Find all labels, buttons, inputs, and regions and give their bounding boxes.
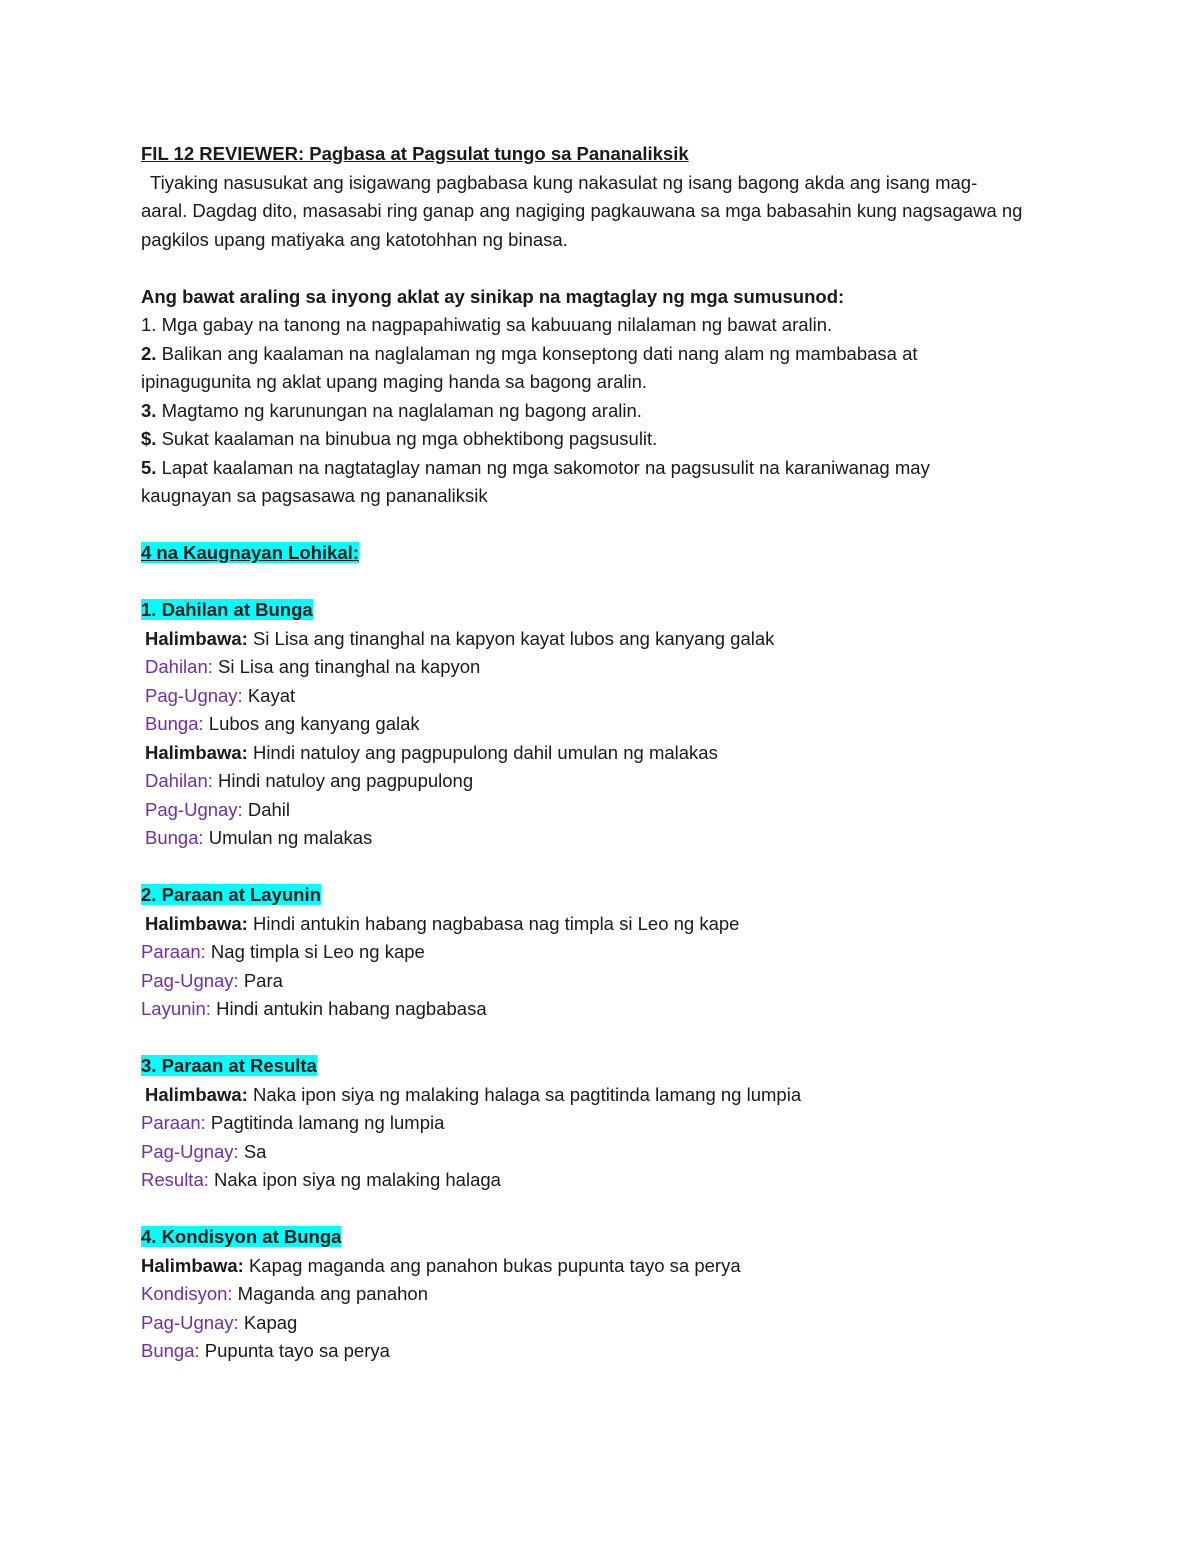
list-item [141, 311, 1071, 340]
part-label: Pag-Ugnay: [145, 684, 243, 706]
subsection-heading: 3. Paraan at Resulta [141, 1055, 317, 1076]
list-item [141, 340, 1071, 369]
part-label: Kondisyon: [141, 1283, 233, 1304]
part-label: Dahilan: [145, 770, 213, 791]
part-line [141, 1309, 1071, 1338]
section-heading: 4 na Kaugnayan Lohikal: [141, 542, 359, 563]
part-text: Si Lisa ang tinanghal na kapyon [212, 656, 481, 677]
part-line [141, 1337, 1071, 1366]
part-line [141, 995, 1071, 1024]
part-line [141, 710, 1071, 739]
part-text: Sa [238, 1140, 267, 1162]
list-item [141, 454, 1071, 483]
part-label: Layunin: [141, 998, 211, 1019]
part-text: Nag timpla si Leo ng kape [205, 941, 425, 962]
part-text: Dahil [242, 798, 291, 820]
list-number: 1. [141, 314, 157, 335]
intro-line: Tiyaking nasusukat ang isigawang pagbabasa kung nakasulat ng isang bagong akda ang isang mag- [150, 171, 978, 193]
list-number: 3. [141, 399, 157, 421]
part-line [141, 767, 1071, 796]
part-label: Bunga: [145, 713, 204, 734]
part-label: Paraan: [141, 941, 206, 962]
halimbawa-label: Halimbawa: [145, 741, 248, 763]
part-text: Hindi antukin habang nagbabasa [210, 998, 487, 1019]
example-line [141, 625, 1071, 654]
example-line [141, 739, 1071, 768]
list-text: Mga gabay na tanong na nagpapahiwatig sa kabuuang nilalaman ng bawat aralin. [156, 314, 833, 335]
intro-line: aaral. Dagdag dito, masasabi ring ganap ang nagiging pagkauwana sa mga babasahin kung nagsagawa ng [141, 200, 1023, 221]
document-content [141, 140, 1071, 1366]
halimbawa-label: Halimbawa: [141, 1254, 244, 1276]
list-text: Lapat kaalaman na nagtataglay naman ng mga sakomotor na pagsusulit na karaniwanag may [156, 456, 930, 478]
halimbawa-label: Halimbawa: [145, 1083, 248, 1105]
halimbawa-text: Hindi antukin habang nagbabasa nag timpla si Leo ng kape [247, 912, 740, 934]
part-text: Umulan ng malakas [203, 827, 373, 848]
part-label: Paraan: [141, 1112, 206, 1133]
part-line [141, 824, 1071, 853]
list-heading: Ang bawat araling sa inyong aklat ay sinikap na magtaglay ng mga sumusunod: [141, 285, 845, 307]
part-line [141, 1166, 1071, 1195]
part-label: Resulta: [141, 1169, 209, 1190]
list-text: Magtamo ng karunungan na naglalaman ng bagong aralin. [156, 399, 642, 421]
subsection-heading: 1. Dahilan at Bunga [141, 599, 313, 620]
halimbawa-text: Si Lisa ang tinanghal na kapyon kayat lubos ang kanyang galak [247, 627, 775, 649]
list-number: $. [141, 428, 157, 449]
list-text: Sukat kaalaman na binubua ng mga obhektibong pagsusulit. [156, 428, 658, 449]
part-line [141, 938, 1071, 967]
list-text: Balikan ang kaalaman na naglalaman ng mga konseptong dati nang alam ng mambabasa at [156, 342, 918, 364]
part-label: Pag-Ugnay: [141, 1311, 239, 1333]
list-number: 2. [141, 342, 157, 364]
part-text: Lubos ang kanyang galak [203, 713, 420, 734]
list-number: 5. [141, 456, 157, 478]
example-line [141, 1252, 1071, 1281]
list-item [141, 397, 1071, 426]
part-label: Pag-Ugnay: [141, 969, 239, 991]
subsection-heading: 4. Kondisyon at Bunga [141, 1226, 342, 1247]
part-line [141, 967, 1071, 996]
document-title: FIL 12 REVIEWER: Pagbasa at Pagsulat tungo sa Pananaliksik [141, 143, 689, 164]
part-line [141, 682, 1071, 711]
example-line [141, 910, 1071, 939]
part-label: Pag-Ugnay: [141, 1140, 239, 1162]
halimbawa-label: Halimbawa: [145, 627, 248, 649]
part-line [141, 1280, 1071, 1309]
part-line [141, 796, 1071, 825]
part-text: Pagtitinda lamang ng lumpia [205, 1112, 445, 1133]
part-line [141, 1138, 1071, 1167]
list-item-continuation: kaugnayan sa pagsasawa ng pananaliksik [141, 485, 488, 506]
list-item [141, 425, 1071, 454]
halimbawa-text: Kapag maganda ang panahon bukas pupunta tayo sa perya [243, 1254, 741, 1276]
part-line [141, 1109, 1071, 1138]
subsection-heading: 2. Paraan at Layunin [141, 884, 321, 905]
part-text: Kapag [238, 1311, 298, 1333]
halimbawa-label: Halimbawa: [145, 912, 248, 934]
part-text: Hindi natuloy ang pagpupulong [212, 770, 474, 791]
part-line [141, 653, 1071, 682]
part-text: Para [238, 969, 283, 991]
part-text: Pupunta tayo sa perya [199, 1340, 390, 1361]
part-label: Pag-Ugnay: [145, 798, 243, 820]
part-text: Maganda ang panahon [232, 1283, 428, 1304]
part-text: Naka ipon siya ng malaking halaga [208, 1169, 501, 1190]
part-label: Dahilan: [145, 656, 213, 677]
halimbawa-text: Hindi natuloy ang pagpupulong dahil umulan ng malakas [247, 741, 718, 763]
example-line [141, 1081, 1071, 1110]
intro-line: pagkilos upang matiyaka ang katotohhan ng binasa. [141, 228, 568, 250]
list-item-continuation: ipinagugunita ng aklat upang maging handa sa bagong aralin. [141, 371, 648, 392]
part-text: Kayat [242, 684, 296, 706]
halimbawa-text: Naka ipon siya ng malaking halaga sa pagtitinda lamang ng lumpia [247, 1083, 802, 1105]
part-label: Bunga: [141, 1340, 200, 1361]
part-label: Bunga: [145, 827, 204, 848]
